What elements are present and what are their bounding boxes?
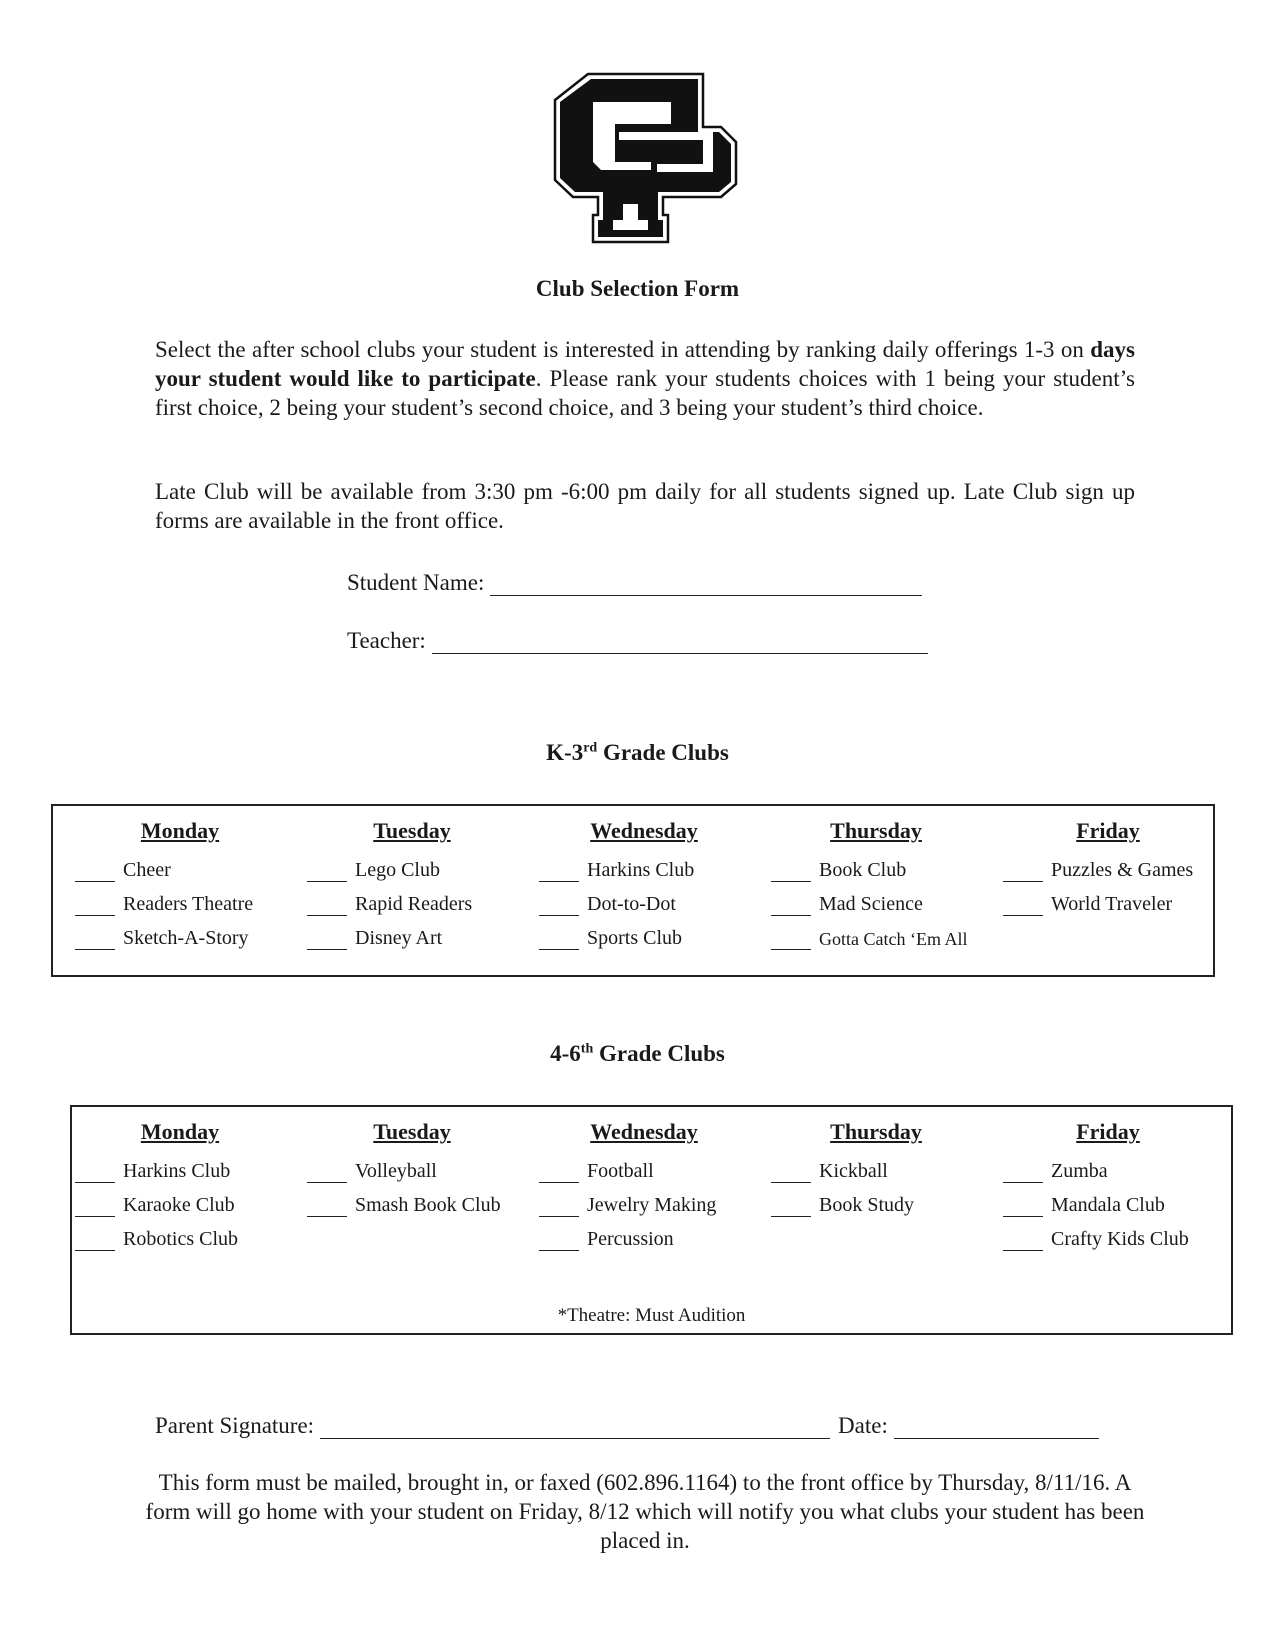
g46-wednesday-title: Wednesday (590, 1119, 698, 1144)
club-option[interactable] (307, 1149, 532, 1183)
club-name: Sports Club (587, 927, 683, 949)
club-option[interactable] (307, 1183, 532, 1217)
club-option[interactable] (1003, 1217, 1228, 1251)
club-name: Book Club (819, 859, 907, 881)
rank-blank[interactable] (771, 1164, 811, 1183)
k3-monday-column (75, 818, 300, 950)
parent-signature-input[interactable] (320, 1416, 830, 1439)
club-name: Harkins Club (123, 1160, 231, 1182)
rank-blank[interactable] (1003, 1198, 1043, 1217)
rank-blank[interactable] (539, 931, 579, 950)
signature-row (155, 1413, 1099, 1439)
school-logo (553, 72, 738, 244)
club-name: Sketch-A-Story (123, 927, 249, 949)
club-option[interactable] (771, 1149, 996, 1183)
g46-heading-suffix: Grade Clubs (593, 1041, 725, 1066)
rank-blank[interactable] (307, 1164, 347, 1183)
club-option[interactable] (75, 1183, 300, 1217)
g46-clubs-box (70, 1105, 1233, 1335)
club-option[interactable] (1003, 848, 1228, 882)
club-name: Rapid Readers (355, 893, 473, 915)
club-name: Jewelry Making (587, 1194, 717, 1216)
g46-heading-prefix: 4-6 (550, 1041, 581, 1066)
k3-thursday-column (771, 818, 996, 950)
rank-blank[interactable] (307, 931, 347, 950)
club-option[interactable] (539, 1217, 764, 1251)
k3-tuesday-column (307, 818, 532, 950)
rank-blank[interactable] (1003, 1232, 1043, 1251)
g46-thursday-title: Thursday (830, 1119, 922, 1144)
rank-blank[interactable] (75, 1198, 115, 1217)
club-name: Cheer (123, 859, 171, 881)
g46-wednesday-column (539, 1119, 764, 1251)
club-option[interactable] (539, 916, 764, 950)
teacher-field (347, 628, 928, 654)
club-name: Karaoke Club (123, 1194, 235, 1216)
g46-heading-sup: th (580, 1041, 594, 1057)
club-option[interactable] (1003, 882, 1228, 916)
rank-blank[interactable] (771, 931, 811, 950)
club-option[interactable] (1003, 1149, 1228, 1183)
club-name: Readers Theatre (123, 893, 254, 915)
rank-blank[interactable] (1003, 897, 1043, 916)
rank-blank[interactable] (539, 863, 579, 882)
rank-blank[interactable] (771, 863, 811, 882)
rank-blank[interactable] (75, 897, 115, 916)
k3-thursday-title: Thursday (830, 818, 922, 843)
footer-instructions: This form must be mailed, brought in, or faxed (602.896.1164) to the front office by Thursday, 8/11/16. A form will go home with your student on Friday, 8/12 which will notify you what clubs your student has been placed in. (145, 1470, 1145, 1553)
club-name: World Traveler (1051, 893, 1173, 915)
club-name: Volleyball (355, 1160, 437, 1182)
club-name: Disney Art (355, 927, 443, 949)
rank-blank[interactable] (771, 897, 811, 916)
club-name: Kickball (819, 1160, 888, 1182)
k3-clubs-box (51, 804, 1215, 977)
k3-friday-title: Friday (1076, 818, 1140, 843)
parent-signature-label: Parent Signature: (155, 1413, 315, 1438)
rank-blank[interactable] (75, 1164, 115, 1183)
rank-blank[interactable] (539, 897, 579, 916)
club-option[interactable] (771, 882, 996, 916)
club-name: Puzzles & Games (1051, 859, 1194, 881)
club-name: Crafty Kids Club (1051, 1228, 1189, 1250)
student-name-field (347, 570, 922, 596)
rank-blank[interactable] (307, 1198, 347, 1217)
instructions-text-1: Select the after school clubs your student is interested in attending by ranking daily offerings 1-3 on (155, 337, 1091, 362)
instructions-text-2: . Please rank your students choices with 1 being your student’s first choice, 2 being your student’s second choice, and 3 being your student’s third choice. (155, 366, 1135, 420)
club-name: Dot-to-Dot (587, 893, 676, 915)
club-name: Mandala Club (1051, 1194, 1165, 1216)
club-name: Harkins Club (587, 859, 695, 881)
club-option[interactable] (307, 916, 532, 950)
g46-monday-title: Monday (140, 1119, 220, 1144)
k3-monday-title: Monday (140, 818, 220, 843)
club-option[interactable] (75, 848, 300, 882)
club-option[interactable] (771, 848, 996, 882)
club-option[interactable] (1003, 1183, 1228, 1217)
k3-tuesday-title: Tuesday (373, 818, 451, 843)
club-option[interactable] (539, 1183, 764, 1217)
club-name: Book Study (819, 1194, 915, 1216)
club-option[interactable] (307, 848, 532, 882)
student-name-input[interactable] (490, 573, 922, 596)
instructions-paragraph (155, 335, 1135, 422)
k3-heading-prefix: K-3 (546, 740, 584, 765)
g46-tuesday-title: Tuesday (373, 1119, 451, 1144)
k3-wednesday-column (539, 818, 764, 950)
student-name-label: Student Name: (347, 570, 485, 595)
club-name: Robotics Club (123, 1228, 239, 1250)
club-option[interactable] (771, 916, 996, 950)
g46-friday-title: Friday (1076, 1119, 1140, 1144)
club-option[interactable] (771, 1183, 996, 1217)
club-name: Mad Science (819, 893, 923, 915)
rank-blank[interactable] (1003, 1164, 1043, 1183)
theatre-audition-note: *Theatre: Must Audition (557, 1305, 746, 1326)
club-option[interactable] (307, 882, 532, 916)
rank-blank[interactable] (75, 863, 115, 882)
rank-blank[interactable] (539, 1232, 579, 1251)
club-name: Lego Club (355, 859, 440, 881)
date-input[interactable] (894, 1416, 1099, 1439)
teacher-label: Teacher: (347, 628, 426, 653)
g46-monday-column (75, 1119, 300, 1251)
instructions-text-bold: days your student would like to participate (155, 337, 1135, 391)
k3-friday-column (1003, 818, 1228, 916)
club-option[interactable] (75, 882, 300, 916)
k3-heading-suffix: Grade Clubs (597, 740, 729, 765)
k3-heading (0, 740, 1275, 766)
g46-thursday-column (771, 1119, 996, 1217)
rank-blank[interactable] (307, 863, 347, 882)
rank-blank[interactable] (539, 1164, 579, 1183)
club-name: Gotta Catch ‘Em All (819, 929, 968, 949)
club-name: Football (587, 1160, 654, 1182)
club-name: Smash Book Club (355, 1194, 501, 1216)
date-label: Date: (838, 1413, 888, 1438)
club-option[interactable] (539, 1149, 764, 1183)
rank-blank[interactable] (307, 897, 347, 916)
club-name: Percussion (587, 1228, 674, 1250)
rank-blank[interactable] (771, 1198, 811, 1217)
g46-tuesday-column (307, 1119, 532, 1217)
club-option[interactable] (539, 848, 764, 882)
g46-friday-column (1003, 1119, 1228, 1251)
club-option[interactable] (75, 1217, 300, 1251)
club-name: Zumba (1051, 1160, 1108, 1182)
k3-heading-sup: rd (583, 740, 598, 756)
teacher-input[interactable] (432, 631, 928, 654)
rank-blank[interactable] (539, 1198, 579, 1217)
rank-blank[interactable] (75, 1232, 115, 1251)
club-option[interactable] (75, 1149, 300, 1183)
g46-heading (0, 1041, 1275, 1067)
k3-wednesday-title: Wednesday (590, 818, 698, 843)
club-option[interactable] (539, 882, 764, 916)
rank-blank[interactable] (1003, 863, 1043, 882)
late-club-paragraph: Late Club will be available from 3:30 pm -6:00 pm daily for all students signed up. Late Club sign up forms are available in the front office. (155, 479, 1135, 533)
club-option[interactable] (75, 916, 300, 950)
form-title: Club Selection Form (535, 276, 740, 301)
rank-blank[interactable] (75, 931, 115, 950)
